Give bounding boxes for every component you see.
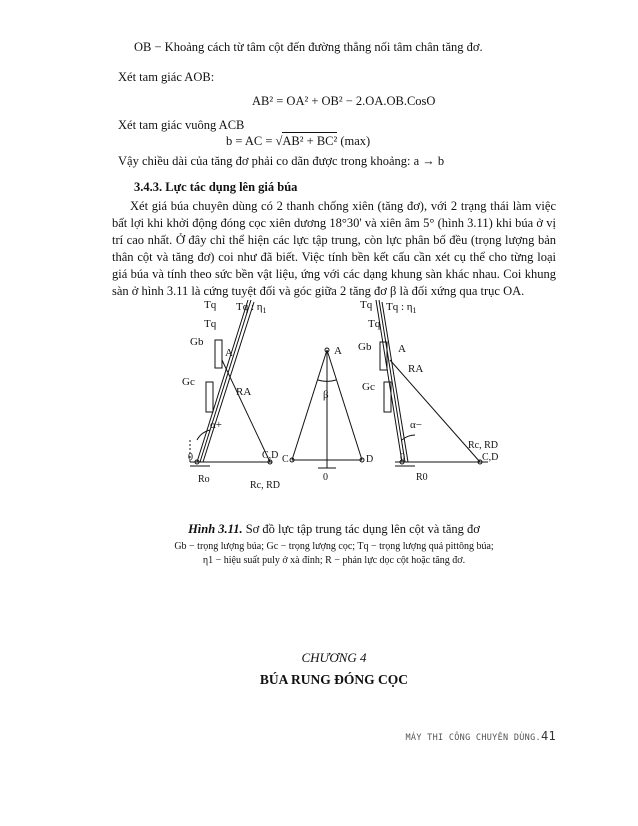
ob-definition: OB − Khoảng cách từ tâm cột đến đường thẳng nối tâm chân tăng đơ.: [134, 40, 483, 54]
middle-strut-left: [292, 350, 327, 460]
left-label-a: A: [225, 347, 233, 359]
formula-b-radicand: AB² + BC²: [282, 134, 338, 148]
right-label-rc-rd: Rc, RD: [468, 440, 498, 451]
left-label-rc-rd: Rc, RD: [250, 480, 280, 491]
right-label-ra: RA: [408, 363, 424, 375]
sqrt-symbol: √: [275, 134, 283, 148]
left-strut-ra: [222, 360, 270, 462]
right-label-tq: Tq: [368, 318, 381, 330]
figure-legend-1: Gb − trọng lượng búa; Gc − trọng lượng cọc; Tq − trọng lượng quả pittông búa;: [174, 541, 494, 552]
formula-b-right: (max): [337, 134, 371, 148]
figure-caption: [112, 522, 556, 537]
left-label-gc: Gc: [182, 376, 195, 388]
middle-label-zero: 0: [323, 472, 328, 483]
formula-ab-squared: AB² = OA² + OB² − 2.OA.OB.CosO: [252, 94, 436, 108]
middle-label-c: C: [282, 454, 289, 465]
right-label-zero: 0: [400, 452, 405, 463]
left-label-alpha-plus: α+: [210, 419, 222, 431]
right-label-a: A: [398, 343, 406, 355]
right-strut-ra: [390, 360, 480, 462]
left-hammer-block: [215, 340, 222, 368]
right-column-line-2: [379, 300, 405, 462]
right-label-r0: R0: [416, 472, 428, 483]
left-label-tq: Tq: [204, 318, 217, 330]
page-number: 41: [540, 729, 556, 743]
left-pile-block: [206, 382, 213, 412]
left-label-zero: 0: [188, 452, 193, 463]
triangle-aob-text: Xét tam giác AOB:: [118, 70, 215, 84]
page-footer: [406, 729, 557, 743]
right-label-cd: C,D: [482, 452, 499, 463]
middle-strut-right: [327, 350, 362, 460]
left-label-cd: C,D: [262, 450, 279, 461]
formula-b-left: b = AC =: [226, 134, 276, 148]
caption-title: Hình 3.11.: [188, 522, 243, 536]
section-paragraph: Xét giá búa chuyên dùng có 2 thanh chống xiên (tăng đơ), với 2 trạng thái làm việc bất lợi khi khởi động đóng cọc xiên dương 18°30' và xiên âm 5° (hình 3.11) khi búa ở vị trí cao nhất. Ở đây chỉ thể hiện các lực tập trung, còn lực phân bố đều (trọng lượng bản thân cột và tăng đơ) coi như đã biết. Việc tính bền kết cấu cần xét cụ thể cho từng loại giá búa và tính theo sức bền vật liệu, ứng với các dạng khung sàn khác nhau. Coi khung sàn ở hình 3.11 là cứng tuyệt đối và góc giữa 2 tăng đơ β là đối xứng qua trục OA.: [112, 199, 556, 298]
right-label-tq-top: Tq: [360, 299, 373, 311]
conclusion-text: Vậy chiều dài của tăng đơ phải co dãn được trong khoảng: a → b: [118, 154, 445, 168]
section-heading: 3.4.3. Lực tác dụng lên giá búa: [134, 180, 298, 194]
left-label-ro: Ro: [198, 474, 210, 485]
left-label-gb: Gb: [190, 336, 204, 348]
chapter-number: CHƯƠNG 4: [301, 650, 367, 665]
right-label-gc: Gc: [362, 381, 375, 393]
left-label-tq-eta: Tq : $\eta_1$: [236, 301, 267, 315]
caption-text: Sơ đồ lực tập trung tác dụng lên cột và tăng đơ: [242, 522, 480, 536]
right-label-alpha-minus: α−: [410, 419, 422, 431]
right-label-tq-eta: Tq : $\eta_1$: [386, 301, 417, 315]
left-label-ra: RA: [236, 386, 252, 398]
triangle-acb-text: Xét tam giác vuông ACB: [118, 118, 245, 132]
middle-label-a: A: [334, 345, 342, 357]
right-label-gb: Gb: [358, 341, 372, 353]
middle-label-d: D: [366, 454, 374, 465]
figure-3-11-diagram: [170, 290, 510, 505]
footer-text: MÁY THI CÔNG CHUYÊN DÙNG.: [405, 733, 541, 743]
middle-label-beta: β: [323, 389, 329, 401]
formula-b-length: [226, 134, 370, 149]
chapter-title: BÚA RUNG ĐÓNG CỌC: [259, 672, 409, 687]
figure-legend-2: η1 − hiệu suất puly ở xà đỉnh; R − phản lực dọc cột hoặc tăng đơ.: [202, 555, 466, 566]
left-label-tq-top: Tq: [204, 299, 217, 311]
